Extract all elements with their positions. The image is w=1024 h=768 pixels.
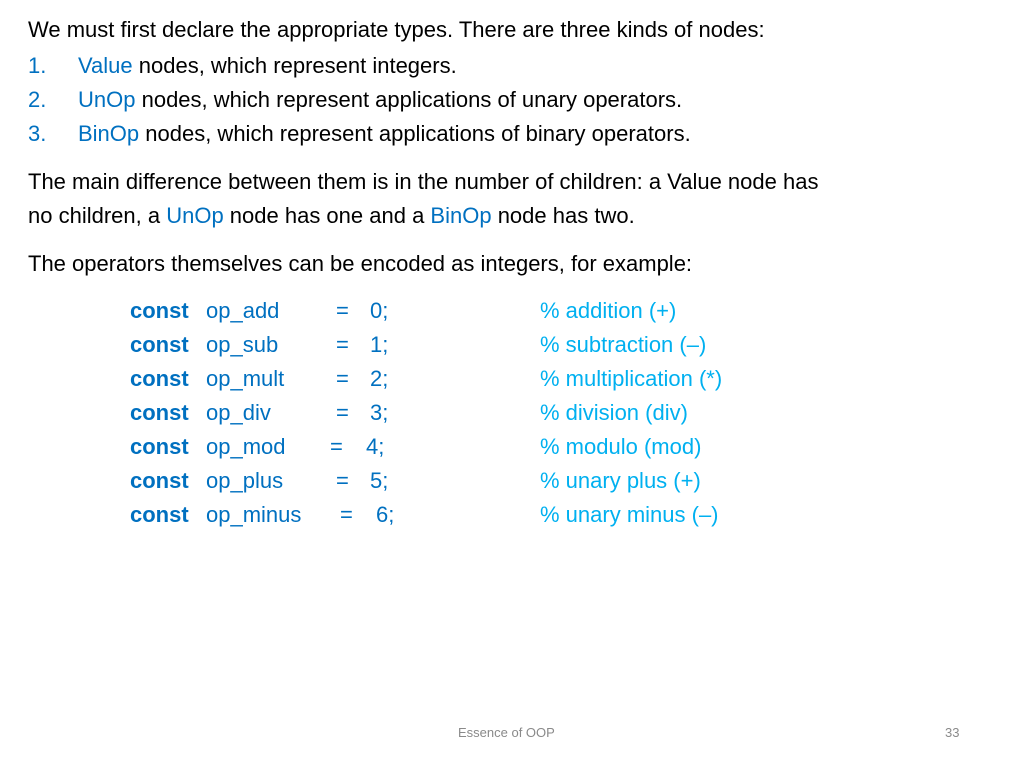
para-text: node has two. (491, 203, 635, 228)
code-keyword: const (130, 468, 189, 493)
code-equals: = (336, 298, 349, 323)
code-equals: = (330, 434, 343, 459)
list-term: BinOp (78, 121, 140, 146)
code-value: 5; (370, 468, 389, 493)
paragraph-difference-line2 (28, 202, 635, 230)
code-comment: % multiplication (*) (540, 366, 723, 391)
code-comment: % division (div) (540, 400, 688, 425)
code-value: 6; (376, 502, 395, 527)
list-item-value (28, 52, 457, 80)
code-identifier: op_mod (206, 434, 286, 459)
code-keyword: const (130, 400, 189, 425)
code-value: 0; (370, 298, 389, 323)
code-comment: % subtraction (–) (540, 332, 707, 357)
code-comment: % addition (+) (540, 298, 677, 323)
code-keyword: const (130, 332, 189, 357)
list-term: UnOp (78, 87, 136, 112)
code-equals: = (336, 468, 349, 493)
code-identifier: op_div (206, 400, 271, 425)
code-keyword: const (130, 298, 189, 323)
list-number: 2. (28, 87, 47, 112)
code-identifier: op_sub (206, 332, 279, 357)
list-text: nodes, which represent integers. (132, 53, 457, 78)
code-value: 1; (370, 332, 389, 357)
para-term-unop: UnOp (166, 203, 224, 228)
footer-title: Essence of OOP (458, 725, 555, 740)
code-keyword: const (130, 434, 189, 459)
code-value: 2; (370, 366, 389, 391)
code-equals: = (336, 366, 349, 391)
code-keyword: const (130, 502, 189, 527)
list-term: Value (78, 53, 133, 78)
code-identifier: op_minus (206, 502, 302, 527)
para-term-binop: BinOp (430, 203, 492, 228)
code-comment: % unary minus (–) (540, 502, 719, 527)
paragraph-difference-line1: The main difference between them is in the number of children: a Value node has (28, 169, 819, 194)
intro-text: We must first declare the appropriate types. There are three kinds of nodes: (28, 17, 765, 42)
code-value: 3; (370, 400, 389, 425)
para-text: no children, a (28, 203, 167, 228)
page-number: 33 (945, 725, 960, 740)
code-comment: % unary plus (+) (540, 468, 701, 493)
code-equals: = (336, 332, 349, 357)
list-text: nodes, which represent applications of unary operators. (135, 87, 683, 112)
list-number: 3. (28, 121, 47, 146)
code-keyword: const (130, 366, 189, 391)
list-text: nodes, which represent applications of binary operators. (139, 121, 691, 146)
code-equals: = (336, 400, 349, 425)
paragraph-operators: The operators themselves can be encoded as integers, for example: (28, 251, 693, 276)
code-value: 4; (366, 434, 385, 459)
code-identifier: op_add (206, 298, 280, 323)
list-item-unop (28, 86, 682, 114)
list-number: 1. (28, 53, 47, 78)
para-text: node has one and a (223, 203, 431, 228)
code-identifier: op_plus (206, 468, 284, 493)
code-identifier: op_mult (206, 366, 285, 391)
code-comment: % modulo (mod) (540, 434, 702, 459)
code-equals: = (340, 502, 353, 527)
list-item-binop (28, 120, 691, 148)
